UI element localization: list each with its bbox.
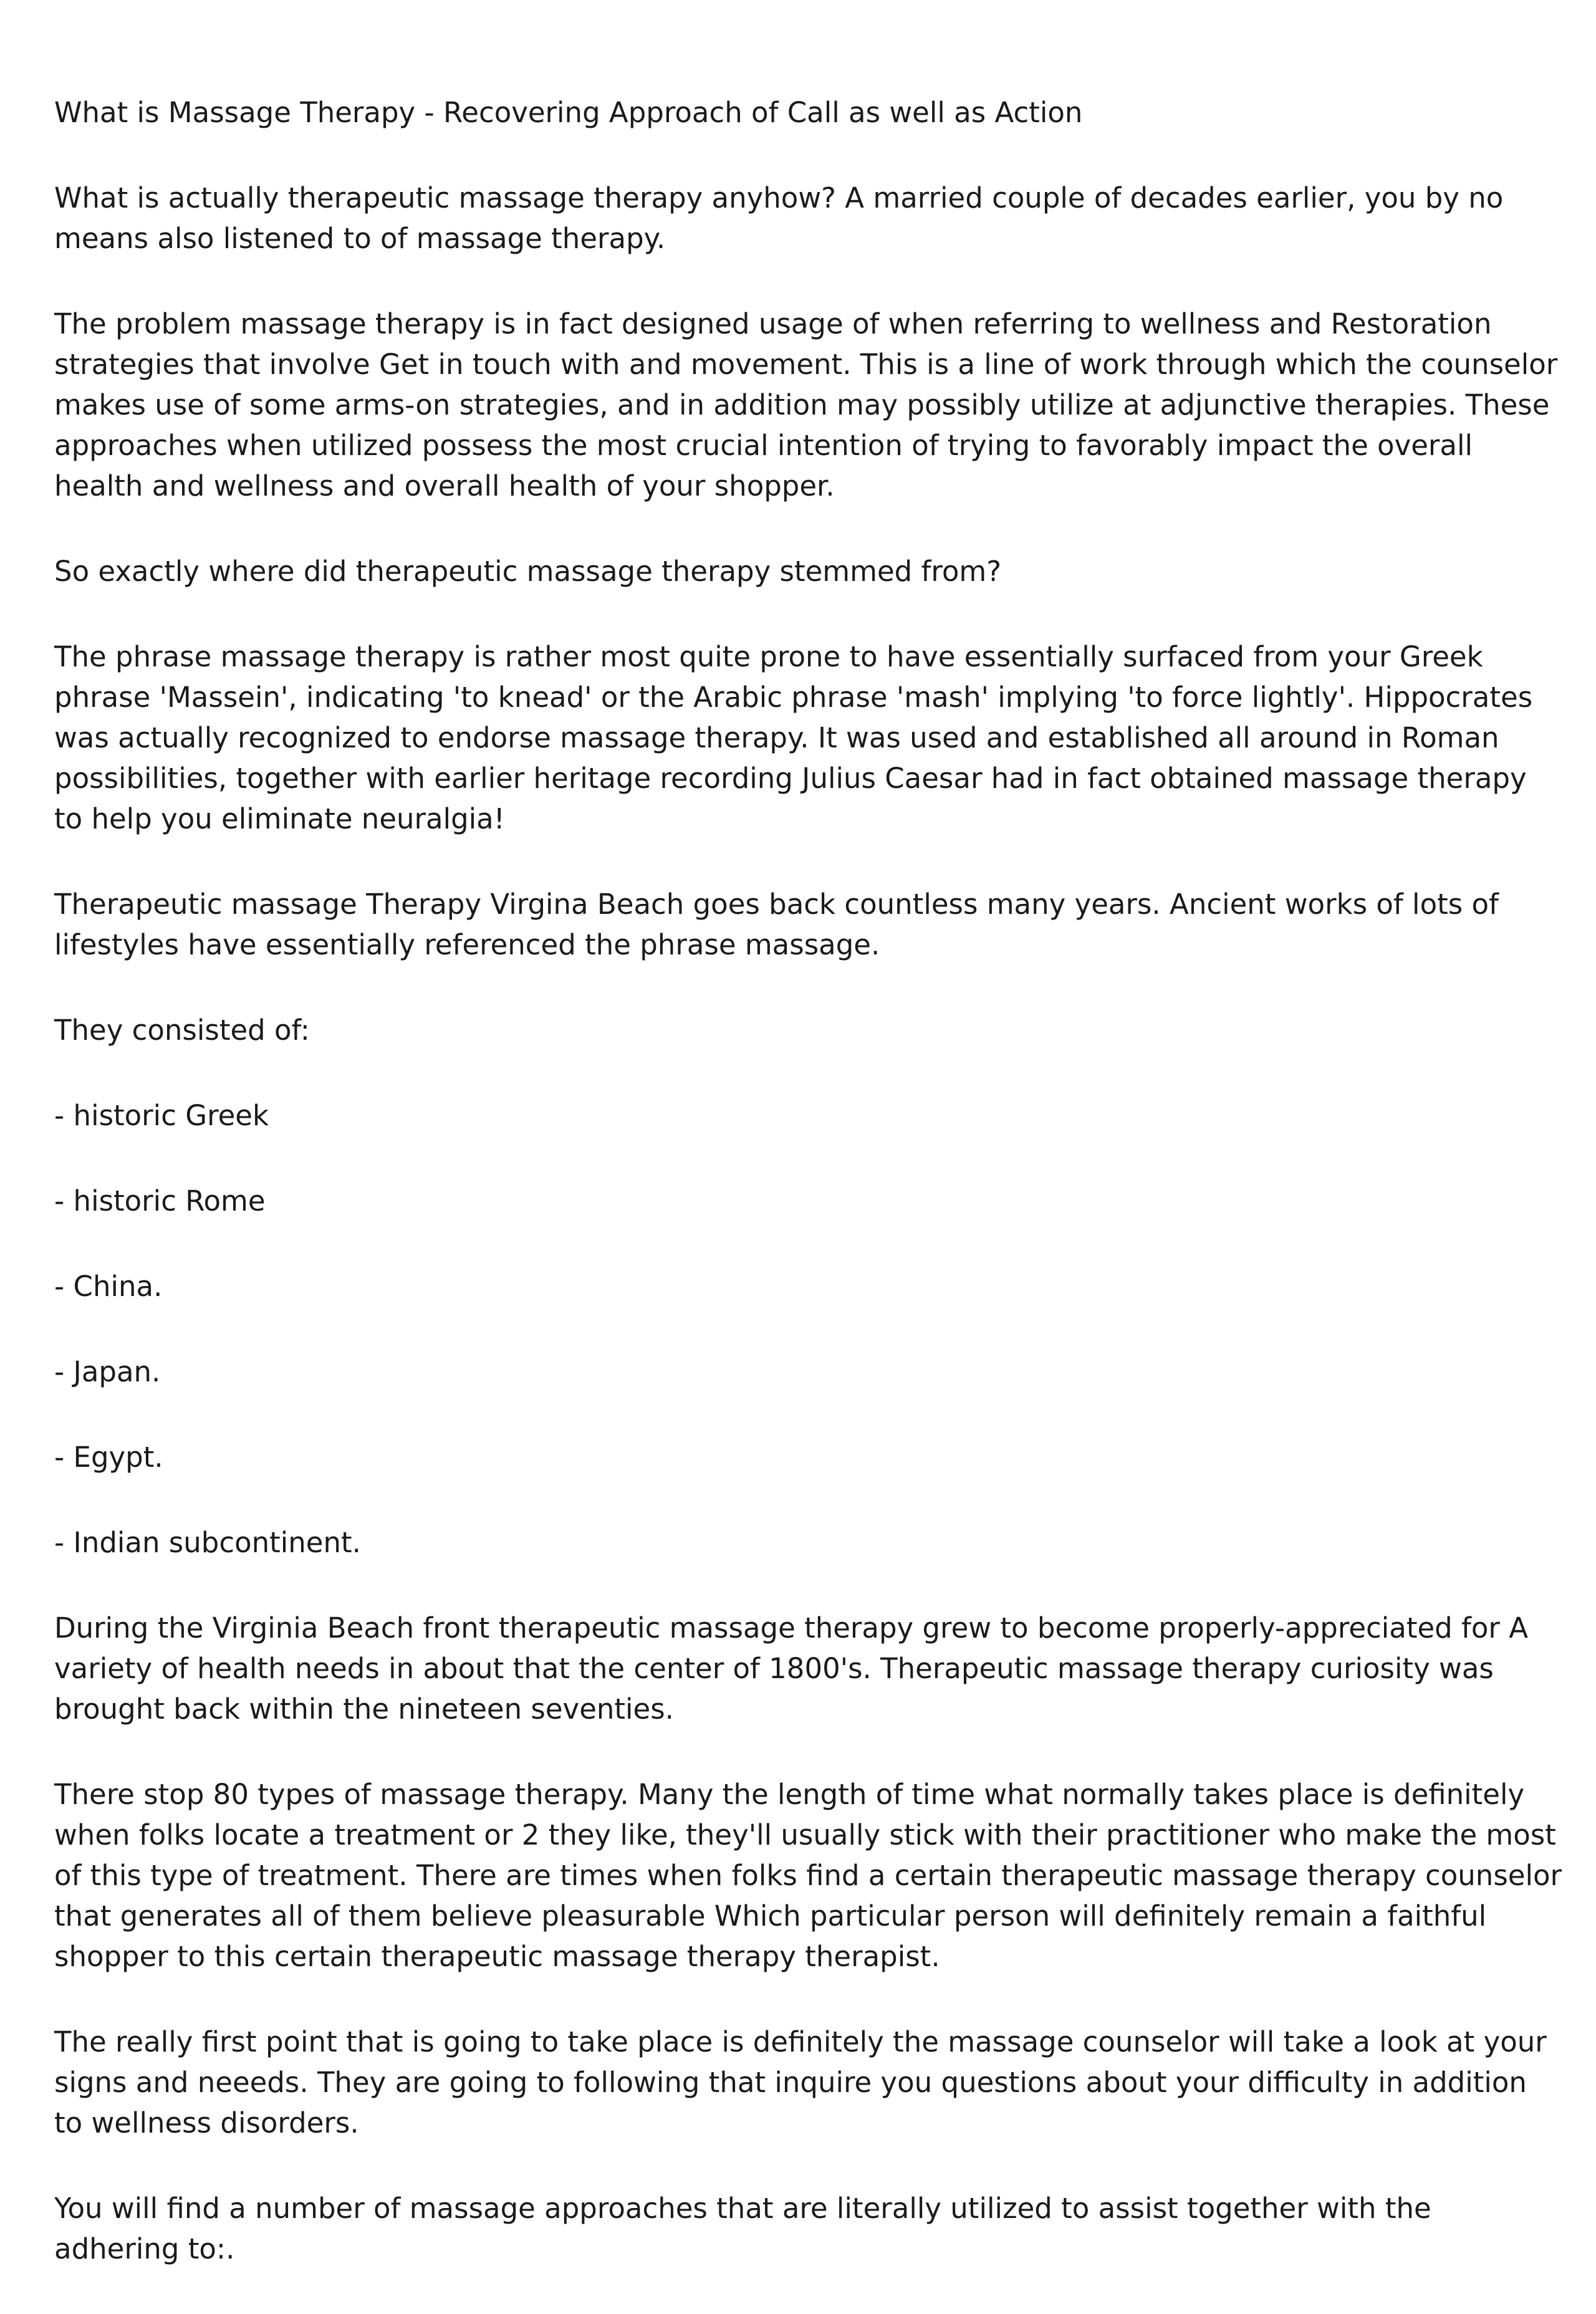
list-item: - Egypt.	[54, 1441, 163, 1474]
paragraph-first-point: The really first point that is going to take place is definitely the massage counselor will take a look at your signs and neeeds. They are going to following that inquire you questions about your difficulty in addition to wellness disorders.	[54, 2025, 1547, 2139]
paragraph-types: There stop 80 types of massage therapy. Many the length of time what normally takes place is definitely when folks locate a treatment or 2 they like, they'll usually stick with their practitioner who make the most of this type of treatment. There are times when folks find a certain therapeutic massage therapy counselor that generates all of them believe pleasurable Which particular person will definitely remain a faithful shopper to this certain therapeutic massage therapy therapist.	[54, 1778, 1562, 1973]
paragraph-approaches: You will find a number of massage approaches that are literally utilized to assist together with the adhering to:.	[54, 2192, 1431, 2265]
list-item: - China.	[54, 1270, 163, 1303]
paragraph-origin-question: So exactly where did therapeutic massage therapy stemmed from?	[54, 555, 1002, 588]
list-item: - Japan.	[54, 1355, 161, 1388]
paragraph-etymology: The phrase massage therapy is rather most quite prone to have essentially surfaced from your Greek phrase 'Massein', indicating 'to knead' or the Arabic phrase 'mash' implying 'to force lightly'. Hippocrates was actually recognized to endorse massage therapy. It was used and established all around in Roman possibilities, together with earlier heritage recording Julius Caesar had in fact obtained massage therapy to help you eliminate neuralgia!	[54, 640, 1533, 835]
document-page	[54, 92, 1563, 2314]
paragraph-intro: What is actually therapeutic massage therapy anyhow? A married couple of decades earlier, you by no means also listened to of massage therapy.	[54, 181, 1504, 255]
document-title: What is Massage Therapy - Recovering Approach of Call as well as Action	[54, 96, 1083, 129]
paragraph-definition: The problem massage therapy is in fact designed usage of when referring to wellness and Restoration strategies that involve Get in touch with and movement. This is a line of work through which the counselor makes use of some arms-on strategies, and in addition may possibly utilize at adjunctive therapies. These approaches when utilized possess the most crucial intention of trying to favorably impact the overall health and wellness and overall health of your shopper.	[54, 307, 1558, 502]
list-item: - Indian subcontinent.	[54, 1526, 361, 1559]
cultures-list	[54, 1095, 1563, 1563]
paragraph-list-intro: They consisted of:	[54, 1014, 310, 1047]
list-item: - historic Rome	[54, 1184, 266, 1217]
paragraph-virginia-beach: During the Virginia Beach front therapeutic massage therapy grew to become properly-appreciated for A variety of health needs in about that the center of 1800's. Therapeutic massage therapy curiosity was brought back within the nineteen seventies.	[54, 1611, 1529, 1726]
paragraph-history: Therapeutic massage Therapy Virgina Beach goes back countless many years. Ancient works of lots of lifestyles have essentially referenced the phrase massage.	[54, 888, 1499, 961]
list-item: - historic Greek	[54, 1099, 269, 1132]
